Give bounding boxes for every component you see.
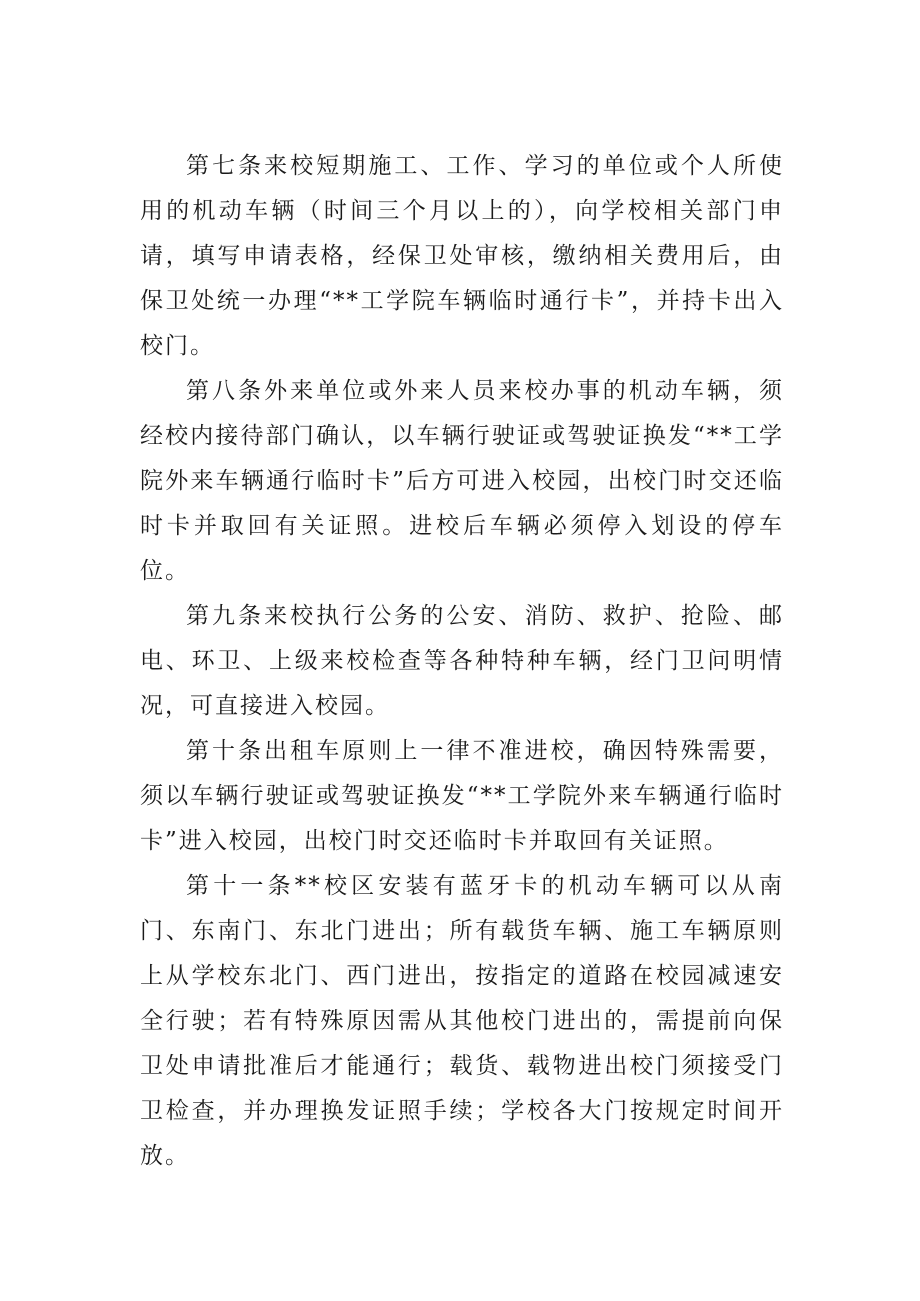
article-11-paragraph: 第十一条**校区安装有蓝牙卡的机动车辆可以从南门、东南门、东北门进出；所有载货车辆、施工车辆原则上从学校东北门、西门进出，按指定的道路在校园减速安全行驶；若有特殊原因需从其他校门进出的，需提前向保卫处申请批准后才能通行；载货、载物进出校门须接受门卫检查，并办理换发证照手续；学校各大门按规定时间开放。 [140,873,784,1169]
article-7-paragraph: 第七条来校短期施工、工作、学习的单位或个人所使用的机动车辆（时间三个月以上的），向学校相关部门申请，填写申请表格，经保卫处审核，缴纳相关费用后，由保卫处统一办理“**工学院车辆临时通行卡”，并持卡出入校门。 [140,153,784,359]
article-8-paragraph: 第八条外来单位或外来人员来校办事的机动车辆，须经校内接待部门确认，以车辆行驶证或驾驶证换发“**工学院外来车辆通行临时卡”后方可进入校园，出校门时交还临时卡并取回有关证照。进校后车辆必须停入划设的停车位。 [140,378,784,584]
article-10-paragraph: 第十条出租车原则上一律不准进校，确因特殊需要，须以车辆行驶证或驾驶证换发“**工学院外来车辆通行临时卡”进入校园，出校门时交还临时卡并取回有关证照。 [140,738,784,854]
article-9-paragraph: 第九条来校执行公务的公安、消防、救护、抢险、邮电、环卫、上级来校检查等各种特种车辆，经门卫问明情况，可直接进入校园。 [140,603,784,719]
document-body [140,144,784,1179]
